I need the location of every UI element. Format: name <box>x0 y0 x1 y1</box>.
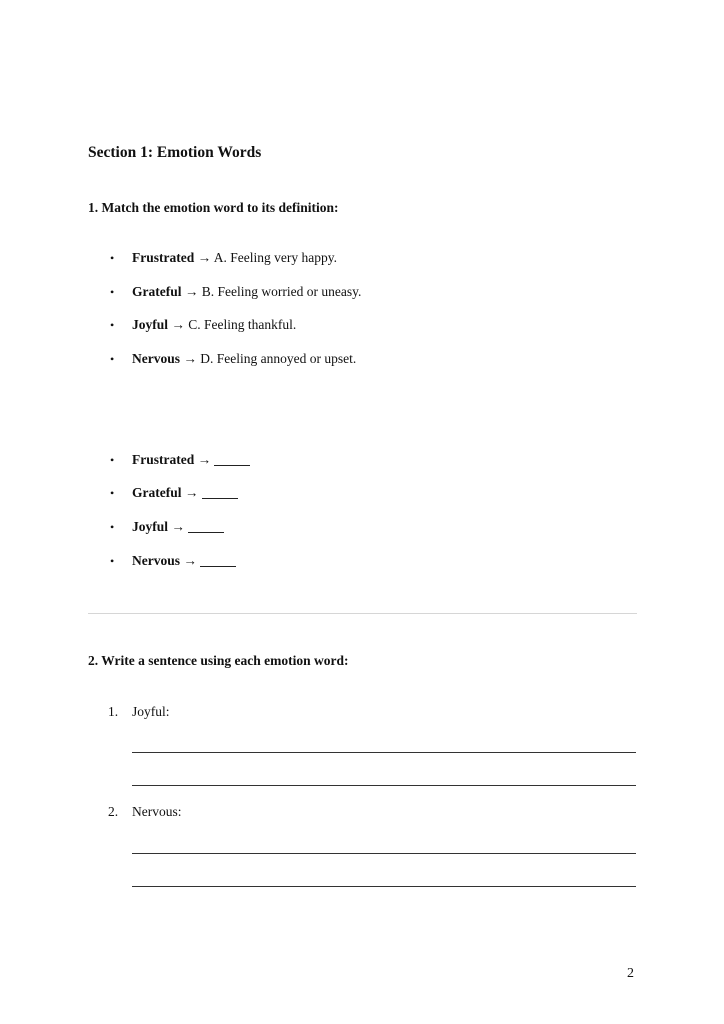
bullet-icon: • <box>110 554 115 568</box>
arrow: → <box>171 317 185 332</box>
arrow: → <box>184 485 199 500</box>
answer-blank[interactable] <box>188 520 224 533</box>
writing-line[interactable] <box>132 886 636 887</box>
horizontal-divider <box>88 613 637 614</box>
answer-blank[interactable] <box>202 486 238 499</box>
emotion-term: Joyful <box>132 317 169 332</box>
item-number: 2. <box>108 804 119 819</box>
item-label: Nervous: <box>132 804 182 819</box>
definition-text: D. Feeling annoyed or upset. <box>200 351 357 366</box>
bullet-icon: • <box>110 352 115 366</box>
bullet-icon: • <box>110 520 115 534</box>
arrow: → <box>183 351 197 366</box>
answer-blank[interactable] <box>200 554 236 567</box>
emotion-term: Grateful <box>132 284 182 299</box>
answer-item <box>110 552 236 570</box>
bullet-icon: • <box>110 285 115 299</box>
answer-item <box>110 518 224 536</box>
question-1-title: 1. Match the emotion word to its definition: <box>88 200 339 215</box>
definition-item <box>110 249 337 267</box>
bullet-icon: • <box>110 251 115 265</box>
answer-item <box>110 484 238 502</box>
writing-line[interactable] <box>132 752 636 753</box>
definition-text: B. Feeling worried or uneasy. <box>201 284 362 299</box>
emotion-term: Nervous <box>132 351 180 366</box>
sentence-item <box>108 704 170 720</box>
definition-item <box>110 350 356 368</box>
bullet-icon: • <box>110 318 115 332</box>
question-2-title: 2. Write a sentence using each emotion word: <box>88 653 349 668</box>
answer-blank[interactable] <box>214 453 250 466</box>
item-label: Joyful: <box>132 704 170 719</box>
section-title: Section 1: Emotion Words <box>88 144 262 161</box>
writing-line[interactable] <box>132 853 636 854</box>
definition-item <box>110 316 296 334</box>
arrow: → <box>197 452 212 467</box>
emotion-term: Frustrated <box>132 250 195 265</box>
emotion-term: Grateful <box>132 485 182 500</box>
page-number: 2 <box>627 966 634 981</box>
sentence-item <box>108 804 182 820</box>
writing-line[interactable] <box>132 785 636 786</box>
emotion-term: Nervous <box>132 553 180 568</box>
arrow: → <box>171 519 185 534</box>
bullet-icon: • <box>110 453 115 467</box>
answer-item <box>110 451 250 469</box>
definition-text: A. Feeling very happy. <box>213 250 337 265</box>
arrow: → <box>197 250 212 265</box>
item-number: 1. <box>108 704 119 719</box>
emotion-term: Frustrated <box>132 452 195 467</box>
definition-text: C. Feeling thankful. <box>188 317 297 332</box>
arrow: → <box>183 553 197 568</box>
emotion-term: Joyful <box>132 519 169 534</box>
bullet-icon: • <box>110 486 115 500</box>
arrow: → <box>184 284 199 299</box>
definition-item <box>110 283 361 301</box>
